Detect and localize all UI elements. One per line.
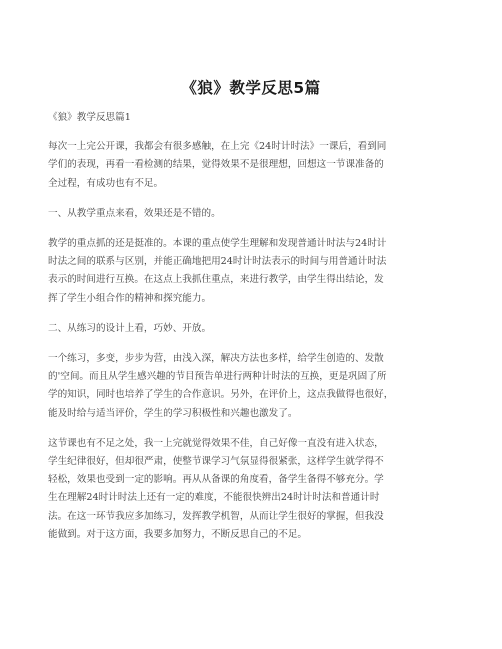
paragraph-teaching-focus xyxy=(48,235,460,308)
section-subtitle: 《狼》教学反思篇1 xyxy=(48,112,131,123)
text-line: 表示的时间进行互换。在这点上我抓住重点，来进行教学，由学生得出结论，发 xyxy=(48,274,384,286)
text-line: 法。在这一环节我应多加练习，发挥教学机智，从而让学生很好的掌握，但我没 xyxy=(48,510,384,522)
text-line: 轻松，效果也受到一定的影响。再从从备课的角度看，备学生备得不够充分。学 xyxy=(48,474,384,486)
text-line: 学们的表现，再看一看检测的结果，觉得效果不是很理想，回想这一节课准备的 xyxy=(48,159,384,171)
document-body xyxy=(48,109,460,544)
text-line: 生在理解24时计时法上还有一定的难度，不能很快辨出24时计时法和普通计时 xyxy=(48,492,380,504)
paragraph-exercise-design xyxy=(48,350,460,423)
text-line: 学的知识，同时也培养了学生的合作意识。另外，在评价上，这点我做得也很好， xyxy=(48,389,394,401)
document-title: 《狼》教学反思5篇 xyxy=(181,79,321,97)
text-line: 这节课也有不足之处，我一上完就觉得效果不佳，自己好像一直没有进入状态， xyxy=(48,437,384,449)
section-heading-1 xyxy=(48,205,460,223)
text-line: 每次一上完公开课，我都会有很多感触，在上完《24时计时法》一课后，看到同 xyxy=(48,141,387,153)
paragraph-shortcomings xyxy=(48,435,460,544)
text-line: 教学的重点抓的还是挺准的。本课的重点使学生理解和发现普通计时法与24时计 xyxy=(48,238,387,250)
section-heading-2 xyxy=(48,320,460,338)
text-line: 全过程，有成功也有不足。 xyxy=(48,177,164,189)
paragraph-intro xyxy=(48,138,460,193)
text-line: 挥了学生小组合作的精神和探究能力。 xyxy=(48,292,212,304)
text-line: 时法之间的联系与区别，并能正确地把用24时计时法表示的时间与用普通计时法 xyxy=(48,256,387,268)
text-line: 一个练习，多变，步步为营，由浅入深，解决方法也多样，给学生创造的、发散 xyxy=(48,353,384,365)
text-line: 一、从教学重点来看，效果还是不错的。 xyxy=(48,207,221,219)
text-line: 的'空间。而且从学生感兴趣的节目预告单进行两种计时法的互换，更是巩固了所 xyxy=(48,371,387,383)
text-line: 学生纪律很好，但却很严肃，使整节课学习气氛显得很紧张，这样学生就学得不 xyxy=(48,456,384,468)
text-line: 能及时给与适当评价，学生的学习积极性和兴趣也激发了。 xyxy=(48,407,298,419)
text-line: 能做到。对于这方面，我要多加努力，不断反思自己的不足。 xyxy=(48,528,308,540)
text-line: 二、从练习的设计上看，巧妙、开放。 xyxy=(48,322,212,334)
